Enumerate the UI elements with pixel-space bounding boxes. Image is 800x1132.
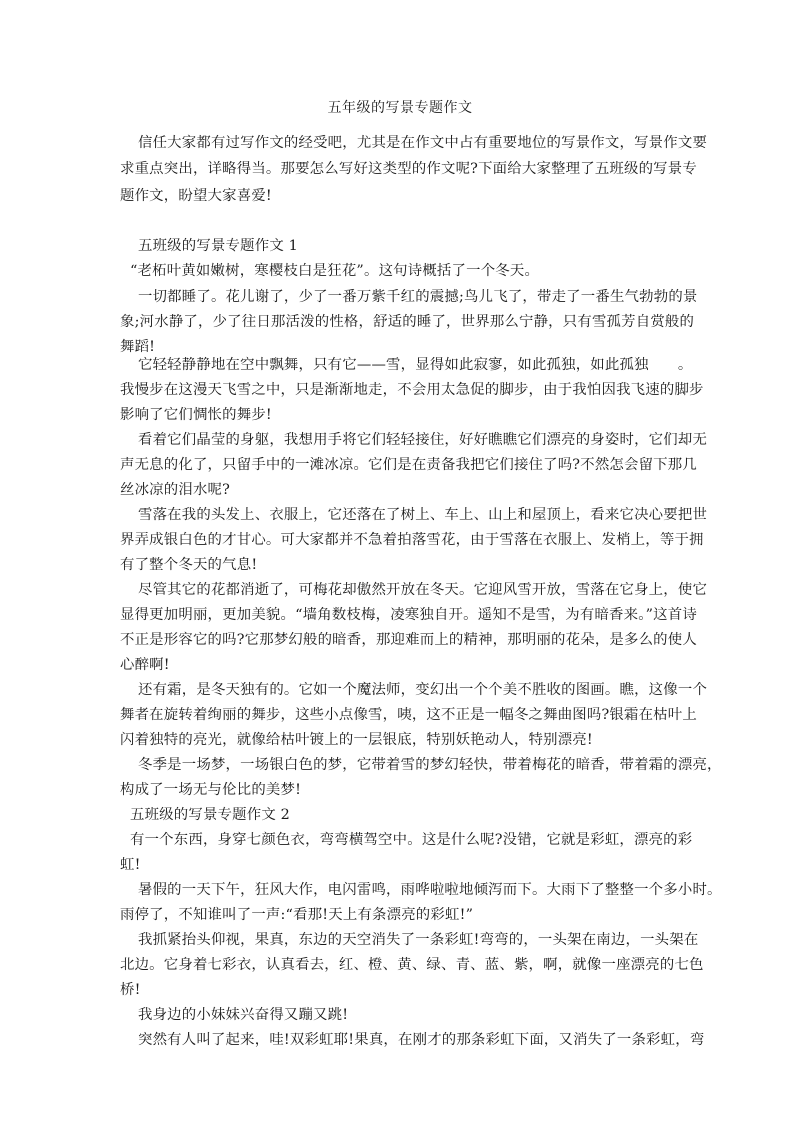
- section-1-heading: 五班级的写景专题作文 1: [138, 238, 299, 254]
- section-1-line: 还有霜，是冬天独有的。它如一个魔法师，变幻出一个个美不胜收的图画。瞧，这像一个: [138, 682, 708, 698]
- section-2-line: 桥!: [120, 982, 141, 998]
- intro-line-1: 信任大家都有过写作文的经受吧，尤其是在作文中占有重要地位的写景作文，写景作文要: [138, 135, 708, 151]
- section-2-line: 北边。它身着七彩衣，认真看去，红、橙、黄、绿、青、蓝、紫，啊，就像一座漂亮的七色: [120, 957, 704, 973]
- section-2-line: 雨停了，不知谁叫了一声:“看那!天上有条漂亮的彩虹!”: [120, 907, 474, 923]
- section-1-line: 影响了它们惆怅的舞步!: [120, 407, 272, 423]
- section-2-line: 虹!: [120, 857, 141, 873]
- section-2-heading: 五班级的写景专题作文 2: [130, 807, 291, 823]
- section-1-line: 丝冰凉的泪水呢?: [120, 482, 231, 498]
- section-1-line: 界弄成银白色的才甘心。可大家都并不急着拍落雪花，由于雪落在衣服上、发梢上，等于拥: [120, 532, 704, 548]
- section-1-line: 一切都睡了。花儿谢了，少了一番万紫千红的震撼;鸟儿飞了，带走了一番生气勃勃的景: [138, 289, 698, 305]
- section-1-line: 雪落在我的头发上、衣服上，它还落在了树上、车上、山上和屋顶上，看来它决心要把世: [138, 507, 708, 523]
- section-2-line: 我抓紧抬头仰视，果真，东边的天空消失了一条彩虹!弯弯的，一头架在南边，一头架在: [138, 932, 699, 948]
- section-1-line: “老柘叶黄如嫩树，寒樱枝白是狂花”。这句诗概括了一个冬天。: [130, 263, 540, 279]
- section-1-line: 心醉啊!: [120, 657, 170, 673]
- section-2-line: 突然有人叫了起来，哇!双彩虹耶!果真，在刚才的那条彩虹下面，又消失了一条彩虹，弯: [138, 1032, 705, 1048]
- section-1-line: 它轻轻静静地在空中飘舞，只有它——雪，显得如此寂寥，如此孤独，如此孤独 。: [138, 357, 693, 373]
- section-1-line: 有了整个冬天的气息!: [120, 557, 258, 573]
- section-1-line: 尽管其它的花都消逝了，可梅花却傲然开放在冬天。它迎风雪开放，雪落在它身上，使它: [138, 582, 708, 598]
- section-2-line: 我身边的小妹妹兴奋得又蹦又跳!: [138, 1007, 349, 1023]
- section-1-line: 舞者在旋转着绚丽的舞步，这些小点像雪，咦，这不正是一幅冬之舞曲图吗?银霜在枯叶上: [120, 707, 697, 723]
- section-1-line: 象;河水静了，少了往日那活泼的性格，舒适的睡了，世界那么宁静，只有雪孤芳自赏般的: [120, 314, 695, 330]
- document-title: 五年级的写景专题作文: [327, 100, 473, 116]
- section-2-line: 有一个东西，身穿七颜色衣，弯弯横驾空中。这是什么呢?没错，它就是彩虹，漂亮的彩: [130, 832, 693, 848]
- section-1-line: 构成了一场无与伦比的美梦!: [120, 782, 302, 798]
- section-1-line: 看着它们晶莹的身躯，我想用手将它们轻轻接住，好好瞧瞧它们漂亮的身姿时，它们却无: [138, 432, 708, 448]
- section-1-line: 显得更加明丽，更加美貌。“墙角数枝梅，凌寒独自开。遥知不是雪，为有暗香来。”这首诗: [120, 607, 697, 623]
- intro-line-3: 题作文，盼望大家喜爱!: [120, 188, 272, 204]
- section-1-line: 不正是形容它的吗?它那梦幻般的暗香，那迎难而上的精神，那明丽的花朵，是多么的使人: [120, 632, 697, 648]
- section-1-line: 舞蹈!: [120, 339, 156, 355]
- section-2-line: 暑假的一天下午，狂风大作，电闪雷鸣，雨哗啦啦地倾泻而下。大雨下了整整一个多小时。: [138, 882, 722, 898]
- section-1-line: 我慢步在这漫天飞雪之中，只是渐渐地走，不会用太急促的脚步，由于我怕因我飞速的脚步: [120, 382, 704, 398]
- section-1-line: 闪着独特的亮光，就像给枯叶镀上的一层银底，特别妖艳动人，特别漂亮!: [120, 732, 593, 748]
- section-1-line: 冬季是一场梦，一场银白色的梦，它带着雪的梦幻轻快，带着梅花的暗香，带着霜的漂亮，: [138, 757, 722, 773]
- section-1-line: 声无息的化了，只留手中的一滩冰凉。它们是在责备我把它们接住了吗?不然怎会留下那几: [120, 457, 697, 473]
- intro-line-2: 求重点突出，详略得当。那要怎么写好这类型的作文呢?下面给大家整理了五班级的写景专: [120, 161, 697, 177]
